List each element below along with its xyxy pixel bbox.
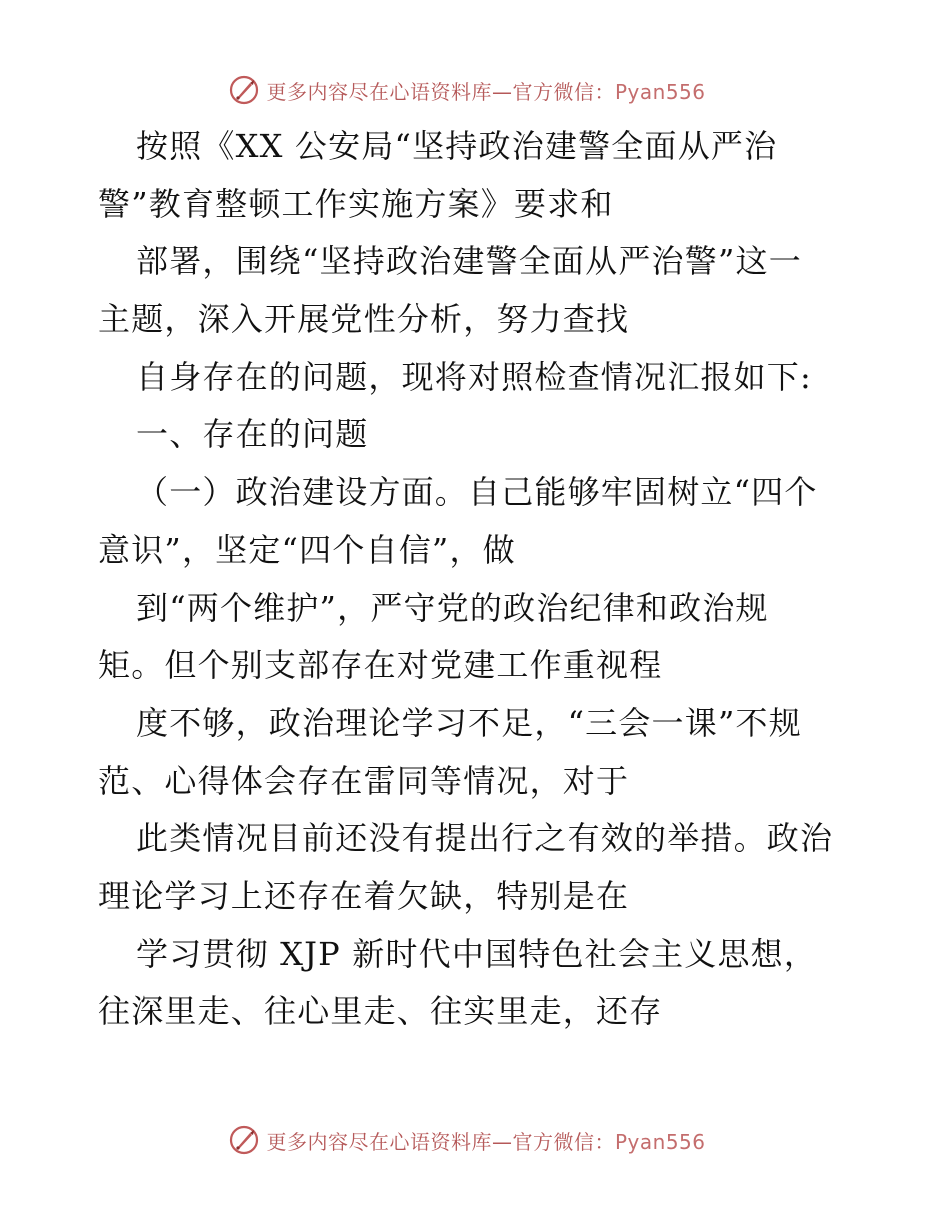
document-body — [98, 118, 858, 1041]
body-line: 矩。但个别支部存在对党建工作重视程 — [98, 646, 663, 685]
header-banner-content — [228, 74, 705, 106]
quill-pen-logo-icon — [228, 74, 260, 106]
section-heading: 一、存在的问题 — [136, 415, 369, 454]
body-line: 到“两个维护”，严守党的政治纪律和政治规 — [136, 588, 769, 627]
banner-label: 更多内容尽在心语资料库—官方微信： — [266, 79, 615, 104]
body-line: 自身存在的问题，现将对照检查情况汇报如下: — [136, 357, 812, 396]
body-line: 往深里走、往心里走、往实里走，还存 — [98, 992, 663, 1031]
body-line: （一）政治建设方面。自己能够牢固树立“四个 — [136, 473, 818, 512]
banner-wechat-id: Pyan556 — [614, 1129, 706, 1154]
body-line: 范、心得体会存在雷同等情况，对于 — [98, 761, 630, 800]
banner-label: 更多内容尽在心语资料库—官方微信： — [266, 1129, 615, 1154]
body-line: 部署，围绕“坚持政治建警全面从严治警”这一 — [136, 242, 802, 281]
body-line: 度不够，政治理论学习不足，“三会一课”不规 — [136, 703, 802, 742]
banner-text — [266, 1126, 705, 1155]
body-line: 意识”，坚定“四个自信”，做 — [98, 530, 516, 569]
banner-wechat-id: Pyan556 — [614, 79, 706, 104]
footer-watermark-banner — [0, 1120, 950, 1160]
body-line: 主题，深入开展党性分析，努力查找 — [98, 300, 630, 339]
body-line: 按照《XX 公安局“坚持政治建警全面从严治 — [136, 127, 778, 165]
body-line: 学习贯彻 XJP 新时代中国特色社会主义思想， — [136, 934, 818, 973]
body-line: 此类情况目前还没有提出行之有效的举措。政治 — [136, 819, 834, 858]
quill-pen-logo-icon — [228, 1124, 260, 1156]
header-watermark-banner — [0, 70, 950, 110]
footer-banner-content — [228, 1124, 705, 1156]
body-line: 理论学习上还存在着欠缺，特别是在 — [98, 876, 630, 915]
banner-text — [266, 76, 705, 105]
body-line: 警”教育整顿工作实施方案》要求和 — [98, 184, 614, 223]
